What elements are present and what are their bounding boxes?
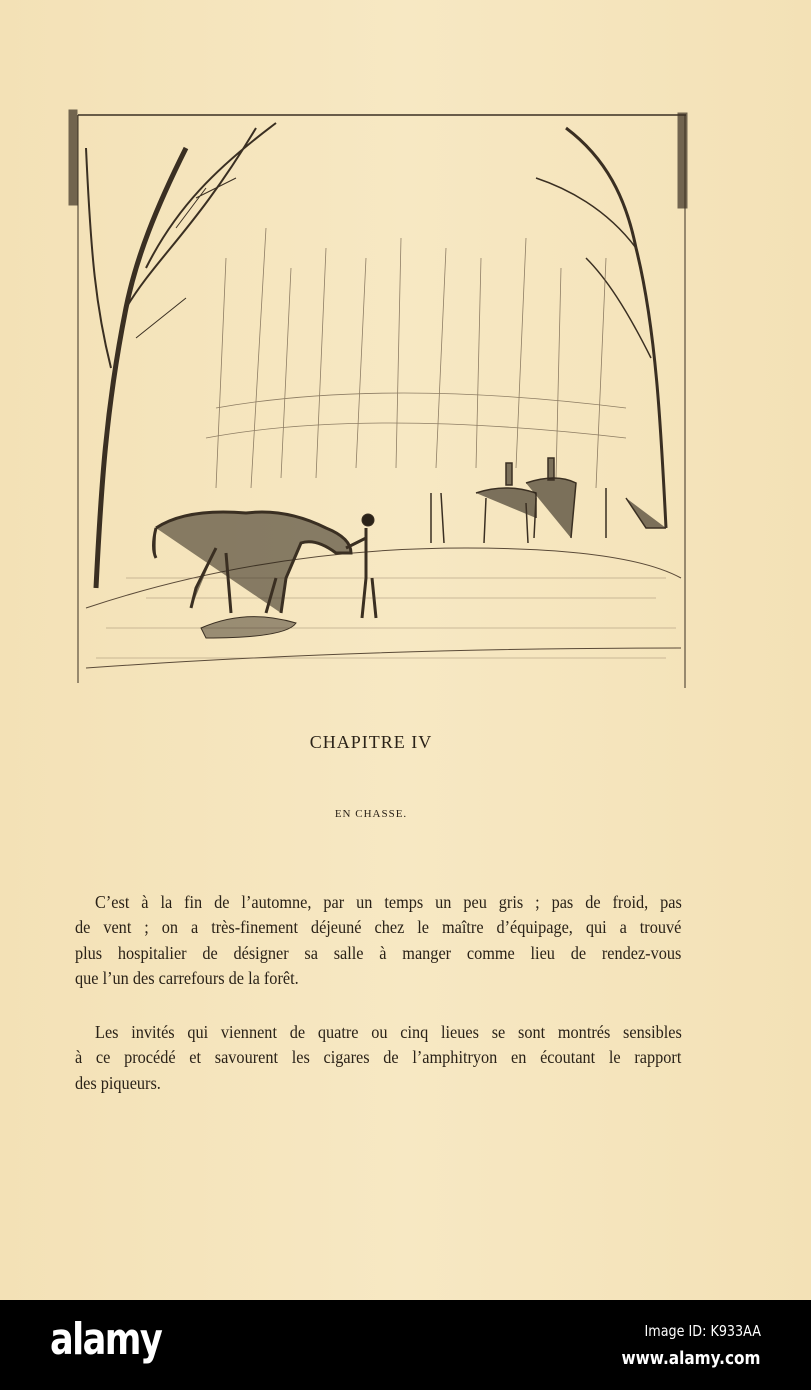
paragraph-1-line-3: plus hospitalier de désigner sa salle à manger comme lieu de rendez-vous xyxy=(75,943,682,963)
paragraph-2-line-3: des piqueurs. xyxy=(75,1073,161,1093)
hunting-scene-illustration xyxy=(66,108,692,690)
image-id: Image ID: K933AA xyxy=(644,1322,761,1340)
paragraph-1-line-1: C’est à la fin de l’automne, par un temps un peu gris ; pas de froid, pas xyxy=(95,892,682,912)
paragraph-2-line-2: à ce procédé et savourent les cigares de l’amphitryon en écoutant le rapport xyxy=(75,1047,682,1067)
paragraph-2-line-1: Les invités qui viennent de quatre ou cinq lieues se sont montrés sensibles xyxy=(95,1022,682,1042)
chapter-subtitle: EN CHASSE. xyxy=(334,808,408,820)
paragraph-1-line-4: que l’un des carrefours de la forêt. xyxy=(75,968,299,988)
chapter-title: CHAPITRE IV xyxy=(309,732,433,752)
paragraph-1-line-2: de vent ; on a très-finement déjeuné chez le maître d’équipage, qui a trouvé xyxy=(75,917,682,937)
watermark-footer xyxy=(0,1300,811,1390)
site-url: www.alamy.com xyxy=(622,1348,761,1369)
alamy-logo: alamy xyxy=(50,1314,162,1365)
